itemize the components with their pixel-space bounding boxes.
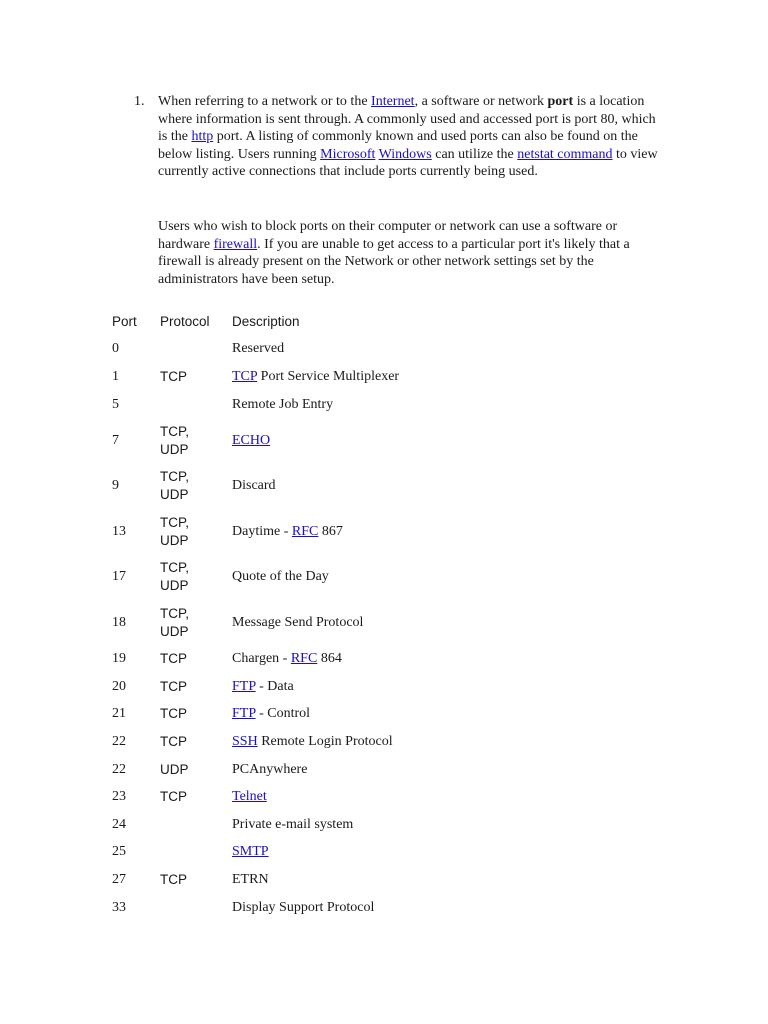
link-telnet[interactable]: Telnet [232,789,267,805]
table-row [112,839,632,867]
text-run: can utilize the [431,146,518,162]
description-text [232,368,399,386]
port-cell: 33 [112,899,126,915]
protocol-cell [160,811,230,839]
table-row [112,418,632,463]
description-text [232,523,343,541]
bold-term: port [547,94,574,109]
port-cell: 18 [112,614,126,630]
description-text [232,899,374,917]
link-ftp[interactable]: FTP [232,706,256,722]
link-microsoft[interactable]: Microsoft [320,146,376,162]
port-cell: 7 [112,433,119,449]
description-cell [232,645,632,673]
text-run: Message Send Protocol [232,614,364,630]
port-cell: 5 [112,396,119,412]
header-description: Description [232,314,300,329]
description-text [232,614,363,632]
link-http[interactable]: http [191,129,214,145]
protocol-cell [160,839,230,867]
description-cell [232,811,632,839]
description-text [232,396,333,414]
protocol-cell: TCP [160,368,187,384]
protocol-cell [160,894,230,922]
table-row [112,756,632,784]
description-cell [232,783,632,811]
description-cell [232,464,632,509]
table-row [112,811,632,839]
ports-table-header [112,308,632,336]
text-run: Users who wish to block ports on their computer or network can use a software or hardware [158,219,618,252]
port-cell: 21 [112,706,126,722]
link-netstat-command[interactable]: netstat command [517,146,613,162]
description-text [232,432,270,450]
text-run: Remote Job Entry [232,396,334,412]
protocol-cell [160,391,230,419]
description-text [232,678,294,696]
link-ftp[interactable]: FTP [232,678,256,694]
port-cell: 19 [112,651,126,667]
port-cell: 13 [112,523,126,539]
text-run: . If you are unable to get access to a particular port it's likely that a firewall is already present on the Network or other network settings set by the administrators have been setup. [158,236,630,287]
description-text [232,568,329,586]
description-cell [232,894,632,922]
text-run: Port Service Multiplexer [257,368,400,384]
port-cell: 24 [112,816,126,832]
table-row [112,600,632,645]
text-run: , a software or network [414,94,548,109]
description-text [232,705,310,723]
text-run: - Control [255,706,311,722]
text-run: ETRN [232,871,269,887]
protocol-cell: TCP, UDP [160,514,190,548]
text-run: 864 [317,651,342,667]
intro-paragraph-1 [158,93,668,181]
port-cell: 9 [112,478,119,494]
table-row [112,464,632,509]
link-rfc[interactable]: RFC [290,651,318,667]
text-run: Private e-mail system [232,816,354,832]
port-cell: 20 [112,678,126,694]
text-run: Remote Login Protocol [257,733,393,749]
description-cell [232,728,632,756]
text-run: Discard [232,478,276,494]
text-run: Display Support Protocol [232,899,375,915]
table-row [112,509,632,554]
link-internet[interactable]: Internet [371,94,415,109]
description-cell [232,509,632,554]
description-cell [232,600,632,645]
port-cell: 0 [112,341,119,357]
header-port: Port [112,314,137,329]
description-cell [232,673,632,701]
text-run: Reserved [232,341,285,357]
protocol-cell: TCP [160,871,187,887]
protocol-cell: TCP [160,678,187,694]
table-row [112,645,632,673]
description-text [232,788,267,806]
port-cell: 22 [112,761,126,777]
table-row [112,783,632,811]
protocol-cell: TCP, UDP [160,560,190,594]
text-run: is a location where information is sent through. A commonly used and accessed port is port 80, which is the [158,94,656,145]
description-cell [232,839,632,867]
description-cell [232,336,632,364]
description-cell [232,418,632,463]
description-text [232,816,353,834]
protocol-cell: TCP, UDP [160,469,190,503]
description-text [232,843,269,861]
port-cell: 23 [112,789,126,805]
link-smtp[interactable]: SMTP [232,844,269,860]
table-row [112,701,632,729]
description-cell [232,363,632,391]
table-row [112,673,632,701]
header-protocol: Protocol [160,314,210,329]
text-run: Chargen - [232,651,291,667]
port-cell: 22 [112,733,126,749]
description-cell [232,701,632,729]
protocol-cell: TCP [160,651,187,667]
text-run: Daytime - [232,523,292,539]
port-cell: 27 [112,871,126,887]
protocol-cell: UDP [160,761,189,777]
text-run: - Data [255,678,294,694]
protocol-cell: TCP [160,789,187,805]
protocol-cell: TCP [160,706,187,722]
link-echo[interactable]: ECHO [232,433,271,449]
description-text [232,650,342,668]
port-cell: 1 [112,368,119,384]
table-row [112,391,632,419]
port-cell: 17 [112,569,126,585]
link-ssh[interactable]: SSH [232,733,258,749]
description-cell [232,756,632,784]
table-row [112,866,632,894]
text-run: PCAnywhere [232,761,308,777]
protocol-cell: TCP, UDP [160,605,190,639]
link-firewall[interactable]: firewall [213,236,258,252]
text-run: 867 [318,523,343,539]
description-text [232,340,284,358]
table-row [112,363,632,391]
description-cell [232,391,632,419]
port-cell: 25 [112,844,126,860]
link-rfc[interactable]: RFC [291,523,319,539]
description-text [232,761,307,779]
link-tcp[interactable]: TCP [232,368,258,384]
table-row [112,336,632,364]
text-run: When referring to a network or to the [158,94,372,109]
table-row [112,894,632,922]
description-cell [232,555,632,600]
protocol-cell: TCP, UDP [160,424,190,458]
description-cell [232,866,632,894]
description-text [232,477,276,495]
protocol-cell: TCP [160,733,187,749]
intro-paragraph-2 [158,218,668,288]
description-text [232,733,393,751]
text-run: to view currently active connections that include ports currently being used. [158,146,658,180]
text-run: Quote of the Day [232,569,329,585]
protocol-cell [160,336,230,364]
table-row [112,555,632,600]
description-text [232,871,269,889]
link-windows[interactable]: Windows [378,146,432,162]
list-number: 1. [134,94,145,109]
table-row [112,728,632,756]
text-run: port. A listing of commonly known and used ports can also be found on the below listing. Users running [158,129,638,162]
